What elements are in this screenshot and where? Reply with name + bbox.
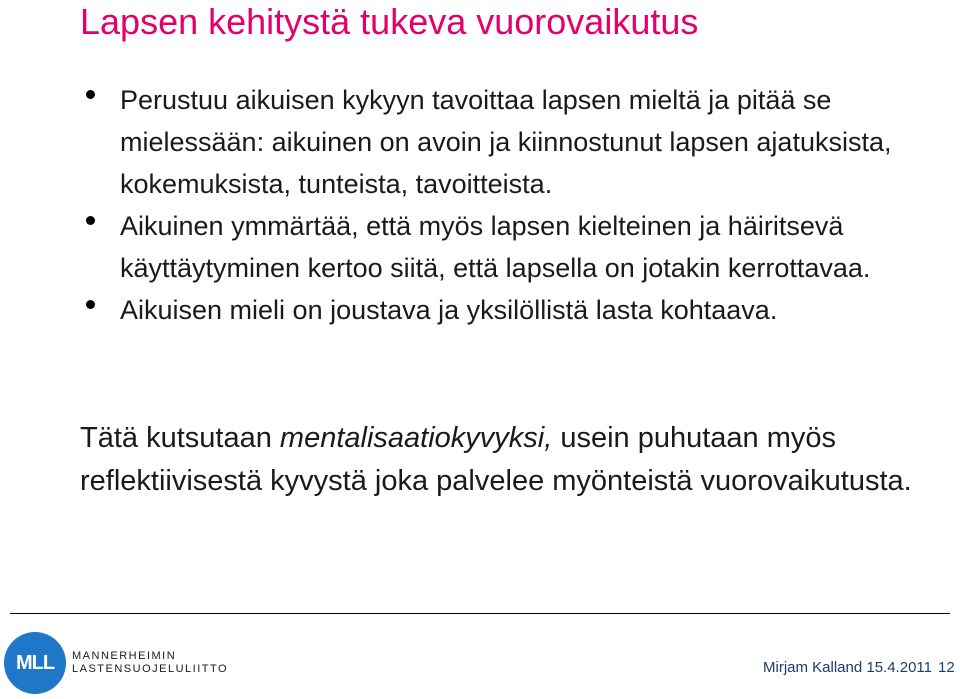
summary-paragraph — [80, 417, 950, 503]
bullet-text: Aikuisen mieli on joustava ja yksilöllistä lasta kohtaava. — [120, 295, 778, 325]
summary-text-after: usein puhutaan myös reflektiivisestä kyvystä joka palvelee myönteistä vuorovaikutusta. — [80, 422, 912, 497]
bullet-item — [82, 289, 942, 331]
mll-logo — [4, 632, 228, 694]
bullet-text: Aikuinen ymmärtää, että myös lapsen kielteinen ja häiritsevä käyttäytyminen kertoo siitä, että lapsella on jotakin kerrottavaa. — [120, 211, 871, 283]
logo-line-1: MANNERHEIMIN — [72, 650, 177, 662]
page-number: 12 — [938, 659, 955, 676]
footer-author-date: Mirjam Kalland 15.4.2011 — [763, 659, 932, 676]
bullet-icon — [86, 216, 95, 225]
mll-logo-icon: MLL — [4, 632, 66, 694]
summary-emphasis: mentalisaatiokyvyksi, — [279, 422, 553, 454]
bullet-text: Perustuu aikuisen kykyyn tavoittaa lapsen mieltä ja pitää se mielessään: aikuinen on avoin ja kiinnostunut lapsen ajatuksista, kokemuksista, tunteista, tavoitteista. — [120, 85, 892, 199]
logo-line-2: LASTENSUOJELULIITTO — [72, 663, 229, 675]
slide-title: Lapsen kehitystä tukeva vuorovaikutus — [80, 1, 699, 42]
bullet-icon — [86, 300, 95, 309]
footer-divider — [10, 613, 950, 614]
bullet-icon — [86, 90, 95, 99]
bullet-list — [82, 79, 942, 331]
summary-text-before: Tätä kutsutaan — [80, 422, 280, 454]
logo-wordmark — [72, 650, 228, 676]
bullet-item — [82, 205, 942, 289]
bullet-item — [82, 79, 942, 205]
